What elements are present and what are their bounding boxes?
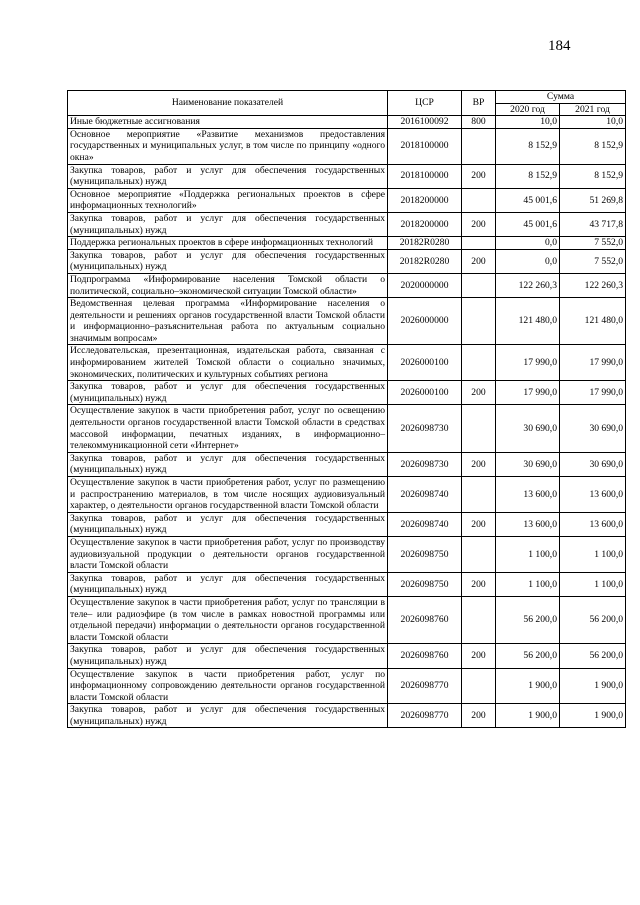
row-sum-2021-cell: 10,0 [560, 116, 626, 129]
header-name: Наименование показателей [68, 91, 388, 116]
row-sum-2021-cell: 56 200,0 [560, 596, 626, 643]
table-row [68, 249, 626, 273]
row-sum-2020-cell: 122 260,3 [496, 273, 560, 297]
row-csr-cell: 20182R0280 [388, 237, 462, 250]
row-vr-cell: 200 [462, 452, 496, 476]
row-name-cell: Иные бюджетные ассигнования [68, 116, 388, 129]
row-vr-cell: 200 [462, 512, 496, 536]
row-sum-2021-cell: 30 690,0 [560, 452, 626, 476]
row-name-cell: Закупка товаров, работ и услуг для обеспечения государственных (муниципальных) нужд [68, 249, 388, 273]
row-sum-2020-cell: 1 100,0 [496, 536, 560, 572]
row-name-cell: Осуществление закупок в части приобретения работ, услуг по трансляции в теле– или радиоэфире (в том числе в рамках новостной программы или отдельной передачи) информации о деятельности органов государственной власти Томской области [68, 596, 388, 643]
row-sum-2021-cell: 7 552,0 [560, 237, 626, 250]
budget-table [67, 90, 626, 728]
row-sum-2021-cell: 17 990,0 [560, 381, 626, 405]
row-csr-cell: 2026098730 [388, 405, 462, 452]
row-sum-2020-cell: 17 990,0 [496, 345, 560, 381]
row-sum-2021-cell: 8 152,9 [560, 128, 626, 164]
row-sum-2020-cell: 8 152,9 [496, 128, 560, 164]
table-row [68, 512, 626, 536]
row-name-cell: Закупка товаров, работ и услуг для обеспечения государственных (муниципальных) нужд [68, 512, 388, 536]
row-name-cell: Закупка товаров, работ и услуг для обеспечения государственных (муниципальных) нужд [68, 644, 388, 668]
row-vr-cell [462, 596, 496, 643]
row-name-cell: Осуществление закупок в части приобретения работ, услуг по размещению и распространению материалов, в том числе носящих аудиовизуальный характер, о деятельности органов государственной власти Томской области [68, 477, 388, 513]
row-vr-cell: 800 [462, 116, 496, 129]
row-vr-cell [462, 128, 496, 164]
header-csr: ЦСР [388, 91, 462, 116]
row-name-cell: Закупка товаров, работ и услуг для обеспечения государственных (муниципальных) нужд [68, 704, 388, 728]
row-vr-cell [462, 237, 496, 250]
row-name-cell: Осуществление закупок в части приобретения работ, услуг по освещению деятельности органов государственной власти Томской области в средствах массовой информации, печатных изданиях, в информационно–телекоммуникационной сети «Интернет» [68, 405, 388, 452]
row-csr-cell: 2026098750 [388, 572, 462, 596]
table-row [68, 704, 626, 728]
row-sum-2020-cell: 8 152,9 [496, 164, 560, 188]
row-csr-cell: 2026098740 [388, 512, 462, 536]
row-vr-cell: 200 [462, 381, 496, 405]
row-sum-2021-cell: 43 717,8 [560, 212, 626, 236]
row-sum-2020-cell: 17 990,0 [496, 381, 560, 405]
row-csr-cell: 2018100000 [388, 128, 462, 164]
row-sum-2021-cell: 8 152,9 [560, 164, 626, 188]
row-sum-2021-cell: 13 600,0 [560, 512, 626, 536]
table-row [68, 237, 626, 250]
table-row [68, 536, 626, 572]
row-sum-2021-cell: 17 990,0 [560, 345, 626, 381]
row-csr-cell: 2018200000 [388, 212, 462, 236]
row-sum-2020-cell: 0,0 [496, 249, 560, 273]
row-name-cell: Основное мероприятие «Поддержка региональных проектов в сфере информационных технологий» [68, 188, 388, 212]
table-row [68, 596, 626, 643]
row-sum-2021-cell: 13 600,0 [560, 477, 626, 513]
header-year-2021: 2021 год [560, 103, 626, 116]
row-sum-2020-cell: 56 200,0 [496, 596, 560, 643]
table-row [68, 164, 626, 188]
row-csr-cell: 20182R0280 [388, 249, 462, 273]
table-row [68, 212, 626, 236]
row-sum-2020-cell: 10,0 [496, 116, 560, 129]
row-vr-cell [462, 188, 496, 212]
row-name-cell: Закупка товаров, работ и услуг для обеспечения государственных (муниципальных) нужд [68, 212, 388, 236]
row-csr-cell: 2018200000 [388, 188, 462, 212]
row-sum-2020-cell: 1 900,0 [496, 668, 560, 704]
row-sum-2021-cell: 1 900,0 [560, 704, 626, 728]
row-sum-2020-cell: 1 100,0 [496, 572, 560, 596]
row-csr-cell: 2026098740 [388, 477, 462, 513]
table-row [68, 668, 626, 704]
table-row [68, 381, 626, 405]
row-csr-cell: 2026000000 [388, 298, 462, 345]
row-sum-2021-cell: 122 260,3 [560, 273, 626, 297]
table-row [68, 405, 626, 452]
row-sum-2021-cell: 1 100,0 [560, 572, 626, 596]
row-name-cell: Закупка товаров, работ и услуг для обеспечения государственных (муниципальных) нужд [68, 572, 388, 596]
row-sum-2021-cell: 7 552,0 [560, 249, 626, 273]
row-sum-2020-cell: 1 900,0 [496, 704, 560, 728]
row-name-cell: Исследовательская, презентационная, издательская работа, связанная с информированием жителей Томской области о социально значимых, экономических, политических и культурных событиях региона [68, 345, 388, 381]
row-vr-cell [462, 477, 496, 513]
row-sum-2020-cell: 45 001,6 [496, 188, 560, 212]
row-sum-2020-cell: 121 480,0 [496, 298, 560, 345]
row-csr-cell: 2026098750 [388, 536, 462, 572]
row-csr-cell: 2026098770 [388, 668, 462, 704]
table-row [68, 298, 626, 345]
header-vr: ВР [462, 91, 496, 116]
row-sum-2020-cell: 0,0 [496, 237, 560, 250]
row-name-cell: Осуществление закупок в части приобретения работ, услуг по производству аудиовизуальной продукции о деятельности органов государственной власти Томской области [68, 536, 388, 572]
row-name-cell: Ведомственная целевая программа «Информирование населения о деятельности и решениях органов государственной власти Томской области и информационно–разъяснительная работа по актуальным социально значимым вопросам» [68, 298, 388, 345]
row-name-cell: Закупка товаров, работ и услуг для обеспечения государственных (муниципальных) нужд [68, 452, 388, 476]
table-row [68, 273, 626, 297]
row-sum-2020-cell: 30 690,0 [496, 452, 560, 476]
row-vr-cell: 200 [462, 164, 496, 188]
row-vr-cell [462, 298, 496, 345]
row-vr-cell [462, 273, 496, 297]
row-sum-2021-cell: 121 480,0 [560, 298, 626, 345]
table-row [68, 644, 626, 668]
row-csr-cell: 2018100000 [388, 164, 462, 188]
row-sum-2021-cell: 1 100,0 [560, 536, 626, 572]
row-name-cell: Закупка товаров, работ и услуг для обеспечения государственных (муниципальных) нужд [68, 381, 388, 405]
row-vr-cell [462, 345, 496, 381]
row-vr-cell [462, 668, 496, 704]
table-row [68, 452, 626, 476]
row-sum-2020-cell: 13 600,0 [496, 512, 560, 536]
row-csr-cell: 2026098770 [388, 704, 462, 728]
row-name-cell: Основное мероприятие «Развитие механизмов предоставления государственных и муниципальных услуг, в том числе по принципу «одного окна» [68, 128, 388, 164]
row-vr-cell: 200 [462, 249, 496, 273]
row-name-cell: Осуществление закупок в части приобретения работ, услуг по информационному сопровождению деятельности органов государственной власти Томской области [68, 668, 388, 704]
row-vr-cell [462, 405, 496, 452]
table-row [68, 188, 626, 212]
row-sum-2021-cell: 56 200,0 [560, 644, 626, 668]
row-sum-2021-cell: 30 690,0 [560, 405, 626, 452]
table-row [68, 477, 626, 513]
row-csr-cell: 2026098760 [388, 596, 462, 643]
row-vr-cell: 200 [462, 212, 496, 236]
row-csr-cell: 2016100092 [388, 116, 462, 129]
row-sum-2020-cell: 30 690,0 [496, 405, 560, 452]
row-sum-2021-cell: 51 269,8 [560, 188, 626, 212]
row-csr-cell: 2026098760 [388, 644, 462, 668]
header-year-2020: 2020 год [496, 103, 560, 116]
row-csr-cell: 2020000000 [388, 273, 462, 297]
row-vr-cell: 200 [462, 572, 496, 596]
table-row [68, 128, 626, 164]
row-sum-2021-cell: 1 900,0 [560, 668, 626, 704]
table-row [68, 345, 626, 381]
header-sum: Сумма [496, 91, 626, 104]
page-number: 184 [548, 38, 571, 54]
row-vr-cell: 200 [462, 644, 496, 668]
row-csr-cell: 2026000100 [388, 345, 462, 381]
table-row [68, 572, 626, 596]
row-name-cell: Подпрограмма «Информирование населения Томской области о политической, социально–экономической ситуации Томской области» [68, 273, 388, 297]
row-vr-cell: 200 [462, 704, 496, 728]
table-row [68, 116, 626, 129]
row-name-cell: Поддержка региональных проектов в сфере информационных технологий [68, 237, 388, 250]
row-csr-cell: 2026000100 [388, 381, 462, 405]
row-sum-2020-cell: 45 001,6 [496, 212, 560, 236]
row-sum-2020-cell: 56 200,0 [496, 644, 560, 668]
row-name-cell: Закупка товаров, работ и услуг для обеспечения государственных (муниципальных) нужд [68, 164, 388, 188]
row-sum-2020-cell: 13 600,0 [496, 477, 560, 513]
row-csr-cell: 2026098730 [388, 452, 462, 476]
row-vr-cell [462, 536, 496, 572]
